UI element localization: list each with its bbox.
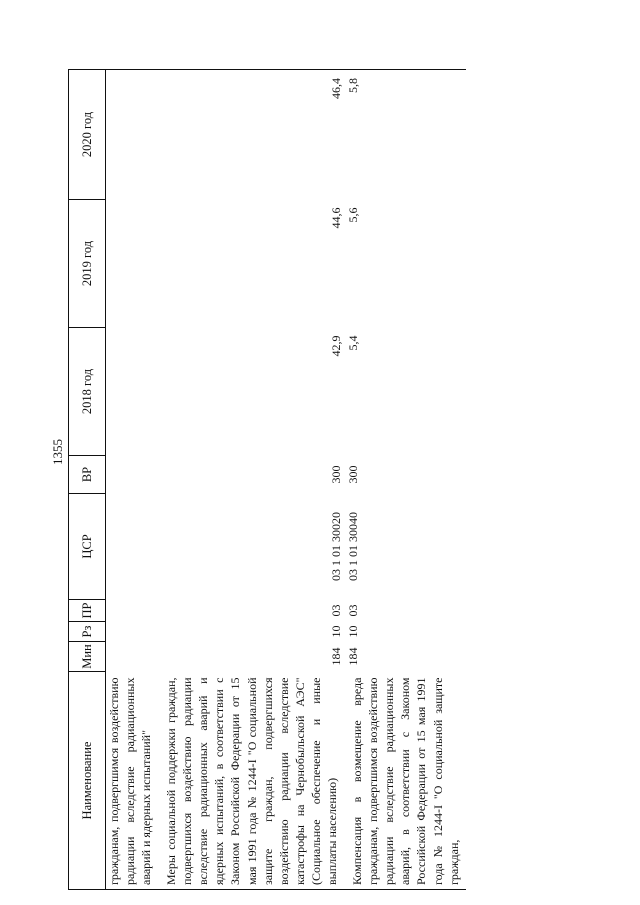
header-csr: ЦСР: [69, 494, 106, 600]
header-name: Наименование: [69, 672, 106, 890]
budget-table: [68, 69, 466, 890]
table-row: [106, 70, 159, 890]
row-csr: [106, 494, 159, 600]
row-2019: 5,6: [345, 207, 360, 223]
header-vr: ВР: [69, 456, 106, 494]
row-min: 184: [329, 647, 344, 666]
header-2018: 2018 год: [69, 328, 106, 456]
rotated-page: [68, 70, 593, 890]
row-min: 184: [345, 647, 360, 666]
table-row: [159, 70, 345, 890]
header-pr: ПР: [69, 600, 106, 622]
row-vr: 300: [329, 465, 344, 484]
row-rz: 10: [329, 625, 344, 638]
row-2018: 5,4: [345, 335, 360, 351]
header-min: Мин: [69, 642, 106, 672]
row-vr: [106, 456, 159, 494]
header-2019: 2019 год: [69, 200, 106, 328]
row-2019: 44,6: [329, 207, 344, 229]
table-header-row: [69, 70, 106, 890]
row-2020: 5,8: [345, 70, 466, 200]
row-name: Меры социальной поддержки граждан, подвергшихся воздействию радиации вследствие радиационных аварий и ядерных испытаний, в соответствии с Законом Российской Федерации от 15 мая 1991 года № 1244-I "О социальной защите граждан, подвергшихся воздействию радиации вследствие катастрофы на Чернобыльской АЭС" (Социальное обеспечение и иные выплаты населению): [159, 672, 345, 890]
row-2020: [106, 70, 159, 200]
row-pr: 03: [329, 604, 344, 617]
row-rz: [106, 622, 159, 642]
row-csr: 03 1 01 30020: [329, 512, 344, 581]
row-vr: 300: [345, 465, 360, 484]
row-2018: 42,9: [329, 335, 344, 357]
row-2019: [106, 200, 159, 328]
row-2020: 46,4: [159, 70, 345, 200]
header-rz: Рз: [69, 622, 106, 642]
row-pr: [106, 600, 159, 622]
row-name: Компенсация в возмещение вреда гражданам, подвергшимся воздействию радиации вследствие радиационных аварий, в соответствии с Законом Российской Федерации от 15 мая 1991 года № 1244-I "О социальной защите граждан,: [345, 672, 466, 890]
page-number: 1355: [50, 439, 65, 465]
row-rz: 10: [345, 625, 360, 638]
row-name: гражданам, подвергшимся воздействию радиации вследствие радиационных аварий и ядерных испытаний": [106, 672, 159, 890]
header-2020: 2020 год: [69, 70, 106, 200]
row-csr: 03 1 01 30040: [345, 512, 360, 581]
table-row: [345, 70, 466, 890]
row-pr: 03: [345, 604, 360, 617]
row-2018: [106, 328, 159, 456]
row-min: [106, 642, 159, 672]
